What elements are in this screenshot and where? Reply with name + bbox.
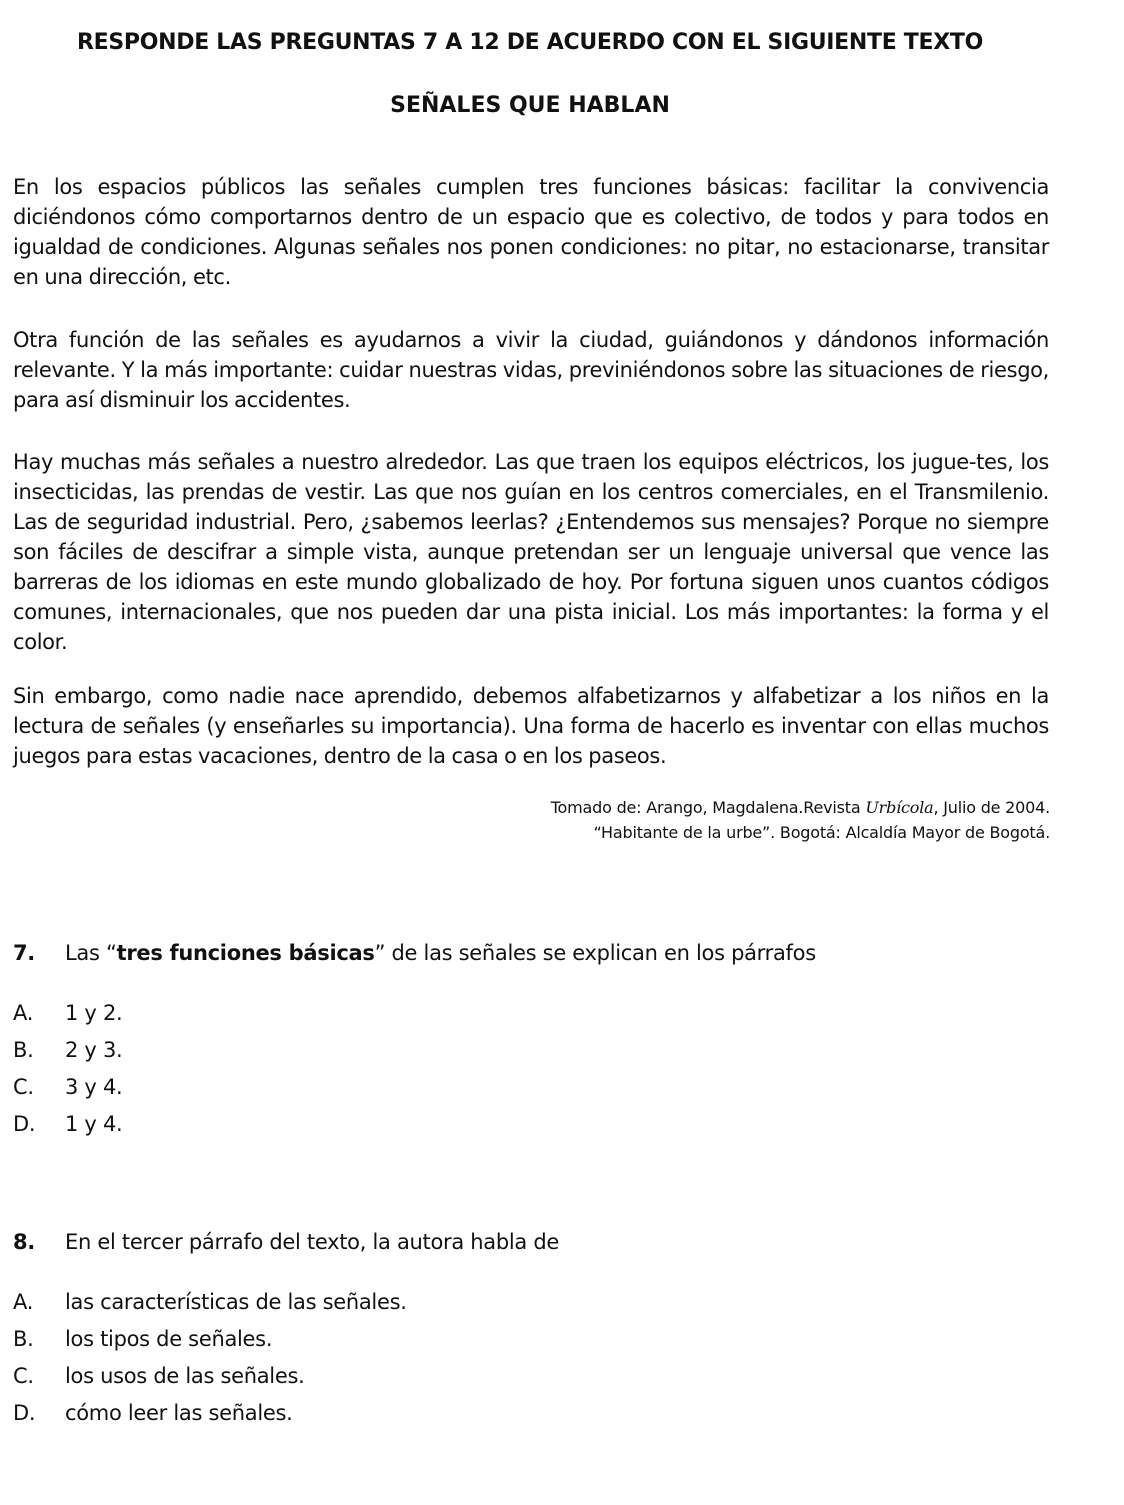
option-c[interactable] bbox=[13, 1358, 407, 1395]
question-text-after: ” de las señales se explican en los párrafos bbox=[374, 941, 816, 965]
paragraph-3: Hay muchas más señales a nuestro alrededor. Las que traen los equipos eléctricos, los jugue-tes, los insecticidas, las prendas de vestir. Las que nos guían en los centros comerciales, en el Transmilenio. Las de seguridad industrial. Pero, ¿sabemos leerlas? ¿Entendemos sus mensajes? Porque no siempre son fáciles de descifrar a simple vista, aunque pretendan ser un lenguaje universal que vence las barreras de los idiomas en este mundo globalizado de hoy. Por fortuna siguen unos cuantos códigos comunes, internacionales, que nos pueden dar una pista inicial. Los más importantes: la forma y el color. bbox=[13, 450, 1049, 654]
option-d[interactable] bbox=[13, 1395, 407, 1432]
paragraph-4: Sin embargo, como nadie nace aprendido, debemos alfabetizarnos y alfabetizar a los niños en la lectura de señales (y enseñarles su importancia). Una forma de hacerlo es inventar con ellas muchos juegos para estas vacaciones, dentro de la casa o en los paseos. bbox=[13, 684, 1049, 768]
source-date: , Julio de 2004. bbox=[933, 798, 1050, 817]
option-a[interactable] bbox=[13, 995, 122, 1032]
option-text: los usos de las señales. bbox=[65, 1364, 305, 1388]
option-letter: C. bbox=[13, 1364, 34, 1388]
option-letter: A. bbox=[13, 1290, 34, 1314]
instruction-heading: RESPONDE LAS PREGUNTAS 7 A 12 DE ACUERDO CON EL SIGUIENTE TEXTO bbox=[76, 30, 983, 55]
option-d[interactable] bbox=[13, 1106, 122, 1143]
option-text: 3 y 4. bbox=[65, 1075, 123, 1099]
source-line-2: “Habitante de la urbe”. Bogotá: Alcaldía Mayor de Bogotá. bbox=[593, 823, 1050, 842]
source-prefix: Tomado de: Arango, Magdalena.Revista bbox=[550, 798, 866, 817]
option-letter: C. bbox=[13, 1075, 34, 1099]
option-text: 2 y 3. bbox=[65, 1038, 123, 1062]
question-number: 8. bbox=[13, 1230, 35, 1254]
reading-title: SEÑALES QUE HABLAN bbox=[390, 93, 670, 118]
paragraph-1: En los espacios públicos las señales cumplen tres funciones básicas: facilitar la convivencia diciéndonos cómo comportarnos dentro de un espacio que es colectivo, de todos y para todos en igualdad de condiciones. Algunas señales nos ponen condiciones: no pitar, no estacionarse, transitar en una dirección, etc. bbox=[13, 175, 1049, 289]
question-number: 7. bbox=[13, 941, 35, 965]
option-text: las características de las señales. bbox=[65, 1290, 407, 1314]
option-letter: D. bbox=[13, 1112, 36, 1136]
question-7-options bbox=[13, 995, 122, 1143]
question-7 bbox=[13, 938, 1049, 968]
option-text: cómo leer las señales. bbox=[65, 1401, 293, 1425]
option-text: 1 y 2. bbox=[65, 1001, 123, 1025]
option-b[interactable] bbox=[13, 1321, 407, 1358]
source-line-1 bbox=[350, 795, 1050, 820]
question-text: En el tercer párrafo del texto, la autora habla de bbox=[65, 1230, 560, 1254]
question-text-before: Las “ bbox=[65, 941, 117, 965]
option-b[interactable] bbox=[13, 1032, 122, 1069]
source-citation bbox=[350, 795, 1050, 845]
source-magazine: Urbícola bbox=[865, 798, 934, 817]
option-letter: B. bbox=[13, 1327, 34, 1351]
option-letter: D. bbox=[13, 1401, 36, 1425]
paragraph-2: Otra función de las señales es ayudarnos a vivir la ciudad, guiándonos y dándonos información relevante. Y la más importante: cuidar nuestras vidas, previniéndonos sobre las situaciones de riesgo, para así disminuir los accidentes. bbox=[13, 328, 1049, 412]
option-letter: A. bbox=[13, 1001, 34, 1025]
option-a[interactable] bbox=[13, 1284, 407, 1321]
question-8-options bbox=[13, 1284, 407, 1432]
question-text-bold: tres funciones básicas bbox=[116, 941, 375, 965]
option-text: los tipos de señales. bbox=[65, 1327, 273, 1351]
option-letter: B. bbox=[13, 1038, 34, 1062]
question-8 bbox=[13, 1227, 1049, 1257]
option-c[interactable] bbox=[13, 1069, 122, 1106]
option-text: 1 y 4. bbox=[65, 1112, 123, 1136]
